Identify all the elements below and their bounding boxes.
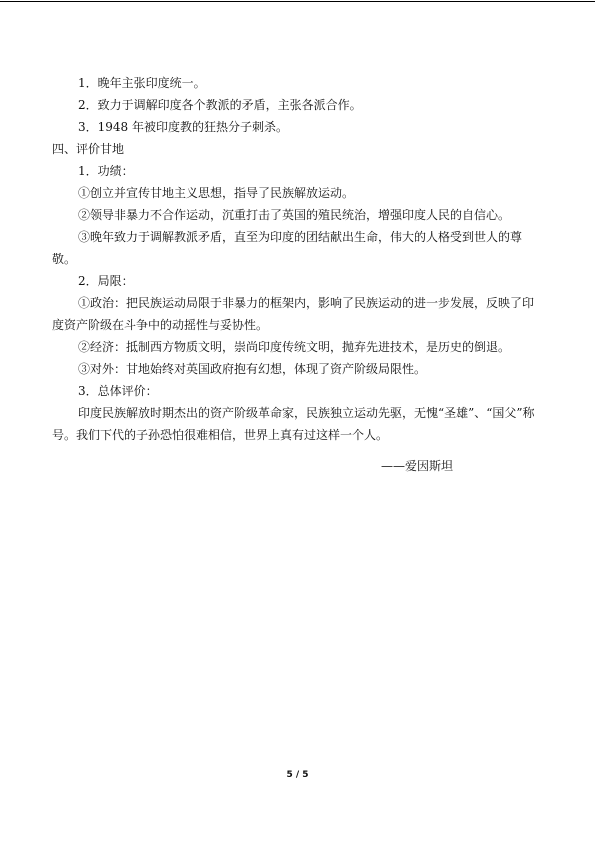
achievement-item: ②领导非暴力不合作运动，沉重打击了英国的殖民统治，增强印度人民的自信心。 bbox=[78, 208, 511, 222]
part3-item-3: 3．1948 年被印度教的狂热分子刺杀。 bbox=[78, 120, 288, 134]
overall-text: 印度民族解放时期杰出的资产阶级革命家，民族独立运动先驱，无愧“圣雄”、“国父”称号。我们下代的子孙恐怕很难相信，世界上真有过这样一个人。 bbox=[52, 406, 535, 442]
limitation-item: ②经济：抵制西方物质文明，崇尚印度传统文明，抛弃先进技术，是历史的倒退。 bbox=[78, 340, 511, 354]
part3-item-1: 1．晚年主张印度统一。 bbox=[78, 76, 206, 90]
limitation-item: ①政治：把民族运动局限于非暴力的框架内，影响了民族运动的进一步发展，反映了印度资产阶级在斗争中的动摇性与妥协性。 bbox=[52, 296, 535, 332]
limitations-label: 2．局限： bbox=[78, 274, 134, 288]
achievement-item: ①创立并宣传甘地主义思想，指导了民族解放运动。 bbox=[78, 186, 355, 200]
achievements-label: 1．功绩： bbox=[78, 164, 134, 178]
page-number: 5 / 5 bbox=[286, 770, 309, 780]
limitation-item: ③对外：甘地始终对英国政府抱有幻想，体现了资产阶级局限性。 bbox=[78, 362, 427, 376]
document-body bbox=[52, 72, 542, 446]
quote-attribution: ——爱因斯坦 bbox=[381, 459, 454, 473]
part3-item-2: 2．致力于调解印度各个教派的矛盾，主张各派合作。 bbox=[78, 98, 362, 112]
overall-label: 3．总体评价： bbox=[78, 384, 158, 398]
achievement-item: ③晚年致力于调解教派矛盾，直至为印度的团结献出生命，伟大的人格受到世人的尊敬。 bbox=[52, 230, 523, 266]
header-rule bbox=[0, 1, 595, 2]
section-heading-evaluation: 四、评价甘地 bbox=[52, 142, 125, 156]
